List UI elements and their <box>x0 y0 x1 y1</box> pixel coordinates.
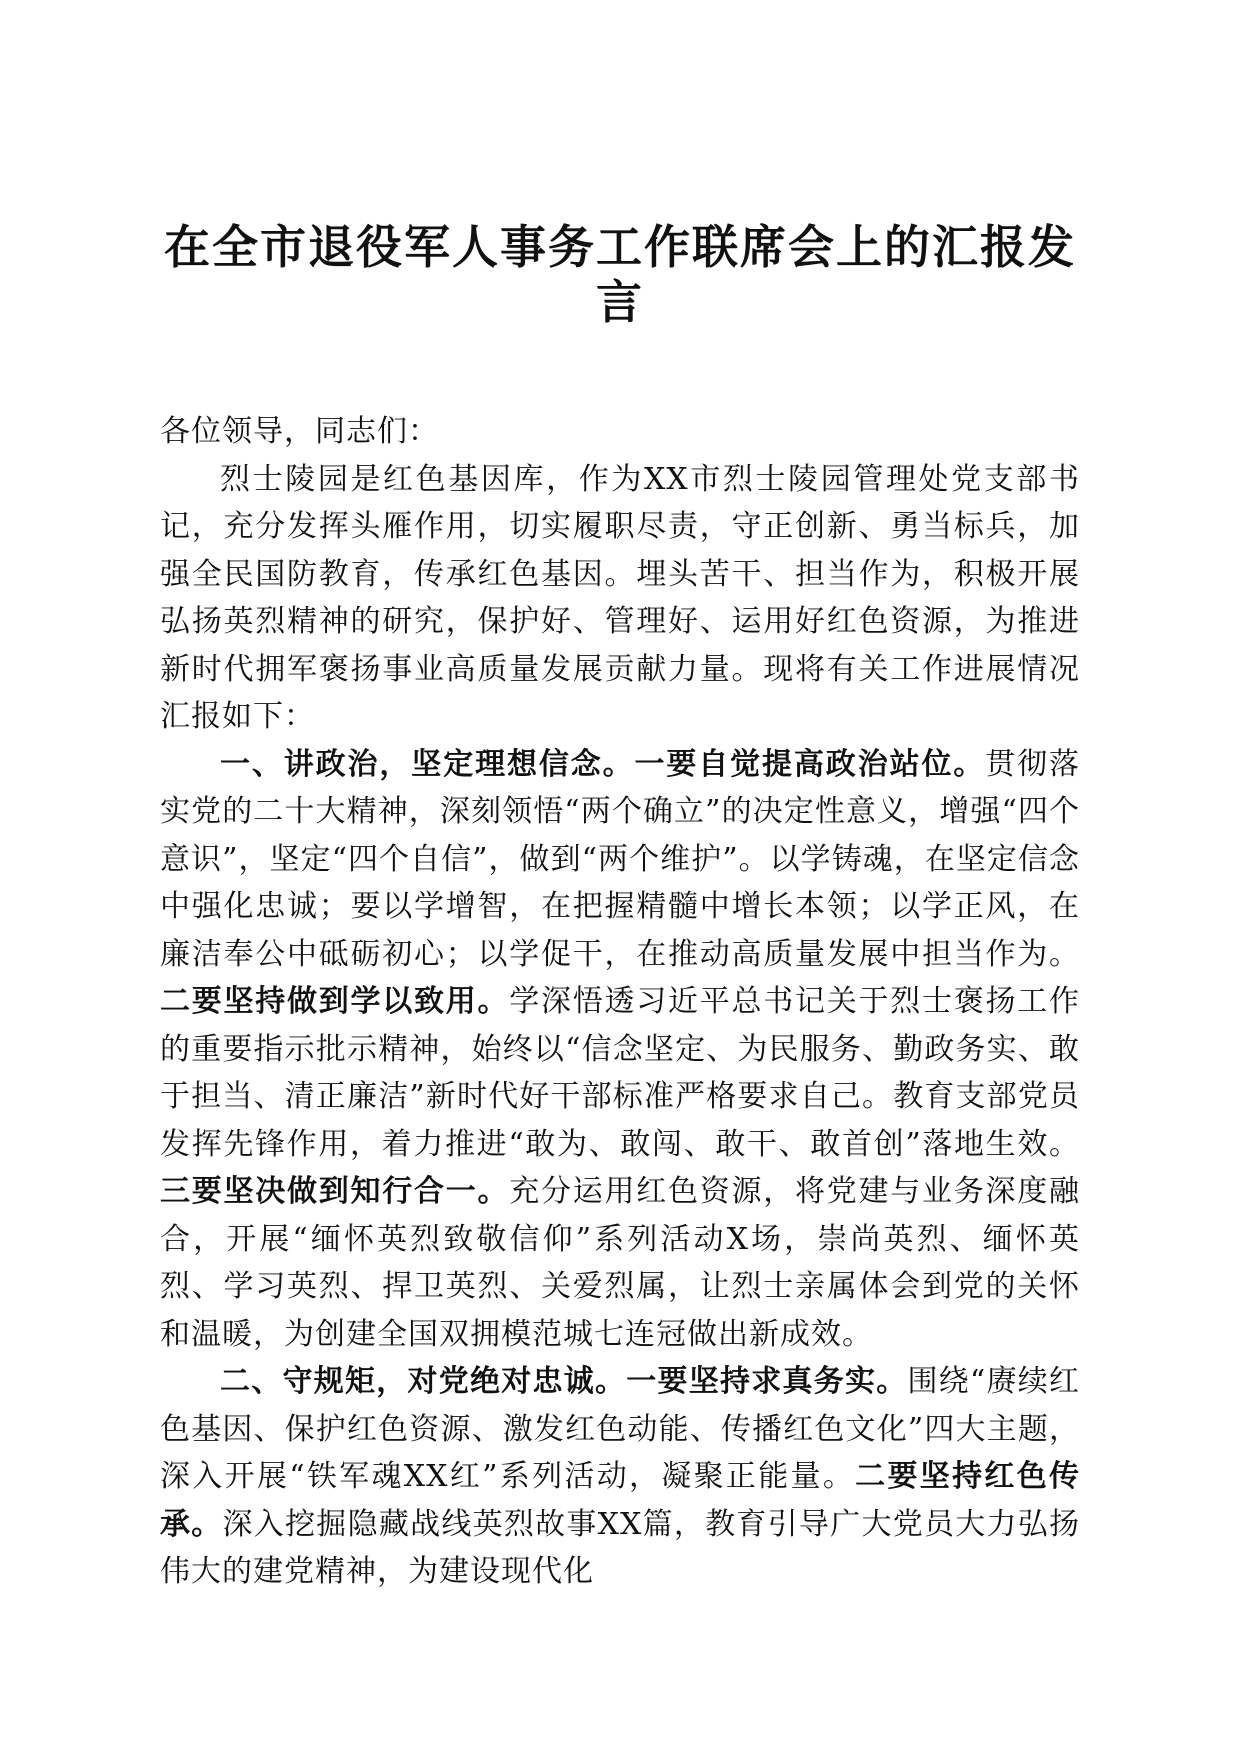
section-1-point-2-heading: 二要坚持做到学以致用。 <box>160 984 510 1020</box>
section-1-paragraph <box>160 741 1080 1359</box>
section-1-point-1-heading: 一要自觉提高政治站位。 <box>634 746 986 782</box>
section-1-point-1-text: 贯彻落实党的二十大精神，深刻领悟“两个确立”的决定性意义，增强“四个意识”，坚定“四个自信”，做到“两个维护”。以学铸魂，在坚定信念中强化忠诚；要以学增智，在把握精髓中增长本领；以学正风，在廉洁奉公中砥砺初心；以学促干，在推动高质量发展中担当作为。 <box>160 746 1081 972</box>
section-2-point-1-heading: 一要坚持求真务实。 <box>626 1364 908 1400</box>
document-body <box>160 408 1080 1596</box>
section-2-paragraph <box>160 1358 1080 1596</box>
section-1-point-3-heading: 三要坚决做到知行合一。 <box>160 1174 510 1210</box>
section-2-heading: 二、守规矩，对党绝对忠诚。 <box>220 1364 627 1400</box>
document-title: 在全市退役军人事务工作联席会上的汇报发言 <box>164 220 1076 330</box>
section-1-heading: 一、讲政治，坚定理想信念。 <box>220 746 635 782</box>
intro-paragraph: 烈士陵园是红色基因库，作为XX市烈士陵园管理处党支部书记，充分发挥头雁作用，切实履职尽责，守正创新、勇当标兵，加强全民国防教育，传承红色基因。埋头苦干、担当作为，积极开展弘扬英烈精神的研究，保护好、管理好、运用好红色资源，为推进新时代拥军褒扬事业高质量发展贡献力量。现将有关工作进展情况汇报如下： <box>160 461 1080 735</box>
section-2-point-2-text: 深入挖掘隐藏战线英烈故事XX篇，教育引导广大党员大力弘扬伟大的建党精神，为建设现代化 <box>160 1506 1081 1590</box>
section-1-point-3-text: 充分运用红色资源，将党建与业务深度融合，开展“缅怀英烈致敬信仰”系列活动X场，崇尚英烈、缅怀英烈、学习英烈、捍卫英烈、关爱烈属，让烈士亲属体会到党的关怀和温暖，为创建全国双拥模范城七连冠做出新成效。 <box>160 1174 1080 1352</box>
section-2-point-2-heading: 二要坚持红色传承。 <box>160 1459 1081 1542</box>
salutation: 各位领导，同志们： <box>160 414 439 450</box>
section-2-point-1-text: 围绕“赓续红色基因、保护红色资源、激发红色动能、传播红色文化”四大主题，深入开展“铁军魂XX红”系列活动，凝聚正能量。 <box>160 1364 1081 1495</box>
section-1-point-2-text: 学深悟透习近平总书记关于烈士褒扬工作的重要指示批示精神，始终以“信念坚定、为民服务、勤政务实、敢于担当、清正廉洁”新时代好干部标准严格要求自己。教育支部党员发挥先锋作用，着力推进“敢为、敢闯、敢干、敢首创”落地生效。 <box>160 984 1080 1162</box>
